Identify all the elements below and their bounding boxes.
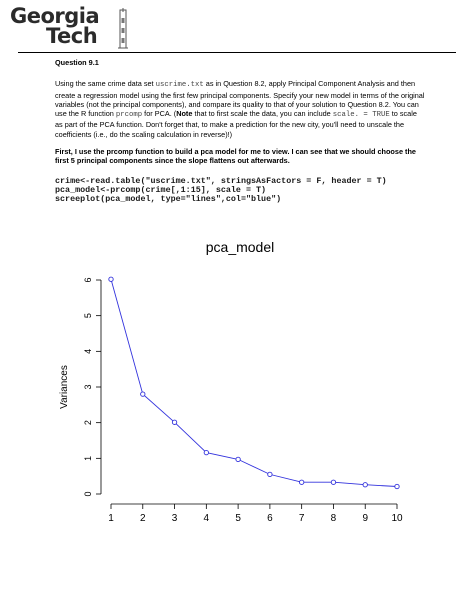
x-tick-label: 2 [139,513,146,524]
x-tick-label: 8 [330,513,337,524]
logo-line-tech: Tech [46,24,98,48]
question-text-part: Using the same crime data set [55,79,156,89]
y-axis-label: Variances [59,365,70,409]
question-text-part: to scale as part of the PCA function. Don't forget that, to make a prediction for the new city, you'll need to unscale the coefficients (i.e., do the scaling calculation in reverse)!) [55,109,417,139]
x-tick-label: 9 [362,513,369,524]
series-line [109,277,399,489]
data-point [268,472,272,476]
data-point [109,277,113,281]
y-tick-label: 4 [83,348,93,354]
tech-tower-icon [116,8,130,50]
inline-code-scale: scale. = TRUE [332,111,390,120]
chart-title: pca_model [205,239,275,255]
y-tick-label: 5 [83,313,93,319]
x-tick-label: 5 [235,513,241,524]
georgia-tech-logo [10,6,130,52]
data-point [236,457,240,461]
x-tick-label: 7 [298,513,305,524]
y-tick-label: 0 [83,491,93,497]
question-text-part: that to first scale the data, you can include [192,109,333,119]
data-point [172,420,176,424]
inline-code-prcomp: prcomp [115,111,143,120]
data-point [141,392,145,396]
logo-line-georgia: Georgia [10,4,100,28]
header-divider [18,52,456,53]
question-text [55,79,425,139]
data-point [204,450,208,454]
y-tick-label: 6 [83,277,93,283]
x-tick-label: 4 [203,513,210,524]
question-text-part: as in Question 8.2, apply Principal Component Analysis and then create a regression model using the first few principal components. Specify your new model in terms of the original variables (not the principal components), and compare its quality to that of your solution to Question 8.2. You can use the R function [55,79,425,119]
inline-code-uscrime: uscrime.txt [155,81,204,90]
variance-line [111,279,397,486]
note-label: Note [176,109,193,119]
answer-intro: First, I use the prcomp function to build a pca model for me to view. I can see that we should choose the first 5 principal components since the slope flattens out afterwards. [55,147,416,166]
data-point [395,484,399,488]
code-line: screeplot(pca_model, type="lines",col="blue") [55,194,282,205]
code-line: pca_model<-prcomp(crime[,1:15], scale = T) [55,185,267,196]
code-block [55,177,425,205]
scree-plot [45,236,425,526]
x-tick-label: 6 [267,513,273,524]
x-tick-label: 3 [171,513,178,524]
question-title: Question 9.1 [55,58,99,67]
chart-axes [83,277,403,524]
x-tick-label: 10 [391,513,403,524]
data-point [299,480,303,484]
data-point [331,480,335,484]
y-tick-label: 2 [83,420,93,426]
code-line: crime<-read.table("uscrime.txt", stringsAsFactors = F, header = T) [55,175,387,186]
y-tick-label: 1 [83,455,93,461]
document-body [55,58,425,205]
data-point [363,483,367,487]
y-tick-label: 3 [83,384,93,390]
x-tick-label: 1 [108,513,114,524]
question-text-part: for PCA. ( [142,109,177,119]
